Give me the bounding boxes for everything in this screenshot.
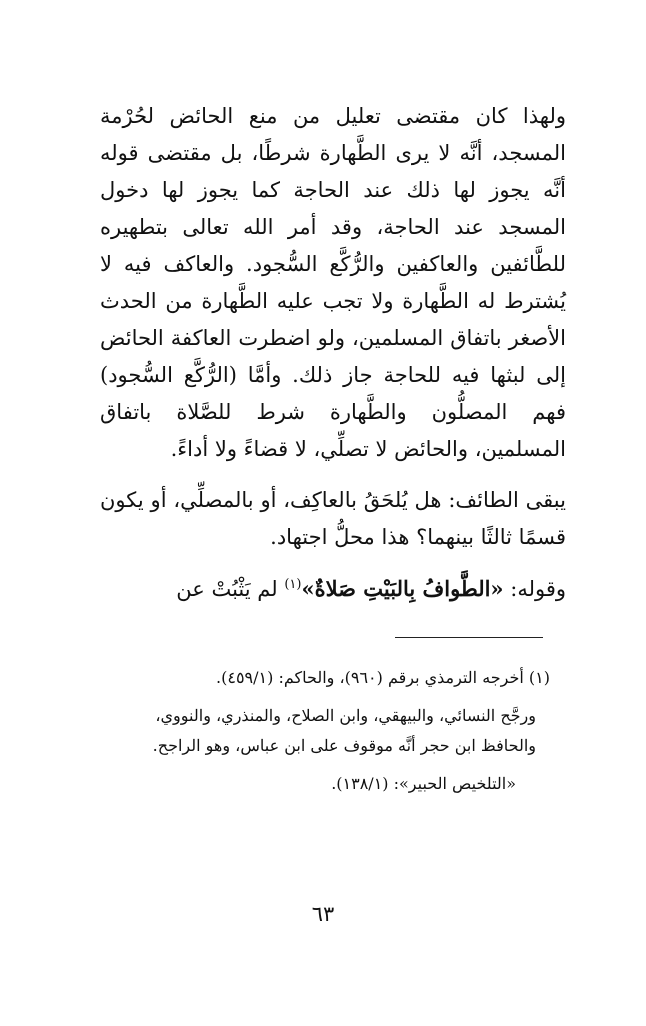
paragraph-3-tail: لم يَثْبُتْ عن: [176, 577, 285, 601]
footnote-marker: (١): [284, 577, 302, 592]
paragraph-3: [100, 570, 566, 608]
main-text: [100, 98, 566, 608]
paragraph-1: ولهذا كان مقتضى تعليل من منع الحائض لحُرْمة المسجد، أنَّه لا يرى الطَّهارة شرطًا، بل مقتضى قوله أنَّه يجوز لها ذلك عند الحاجة كما يجوز لها دخول المسجد عند الحاجة، وقد أمر الله تعالى بتطهيره للطَّائفين والعاكفين والرُّكَّع السُّجود. والعاكف فيه لا يُشترط له الطَّهارة ولا تجب عليه الطَّهارة من الحدث الأصغر باتفاق المسلمين، ولو اضطرت العاكفة الحائض إلى لبثها فيه للحاجة جاز ذلك. وأمَّا (الرُّكَّع السُّجود) فهم المصلُّون والطَّهارة شرط للصَّلاة باتفاق المسلمين، والحائض لا تصلِّي، لا قضاءً ولا أداءً.: [100, 104, 566, 461]
footnote-1-citation: «التلخيص الحبير»: (١٣٨/١).: [331, 774, 516, 793]
page-number: ٦٣: [311, 902, 335, 926]
footnote-separator: [395, 637, 543, 638]
hadith-quote: «الطَّوافُ بِالبَيْتِ صَلاةٌ»: [301, 576, 504, 601]
paragraph-3-lead: وقوله:: [503, 577, 566, 601]
footnotes: [100, 663, 550, 799]
footnote-1: (١) أخرجه الترمذي برقم (٩٦٠)، والحاكم: (٤٥٩/١).: [216, 668, 550, 687]
footnote-1-detail: ورجَّح النسائي، والبيهقي، وابن الصلاح، والمنذري، والنووي، والحافظ ابن حجر أنَّه موقوف على ابن عباس، وهو الراجح.: [152, 706, 536, 755]
paragraph-2: يبقى الطائف: هل يُلحَقُ بالعاكِف، أو بالمصلِّي، أو يكون قسمًا ثالثًا بينهما؟ هذا محلُّ اجتهاد.: [100, 488, 566, 549]
